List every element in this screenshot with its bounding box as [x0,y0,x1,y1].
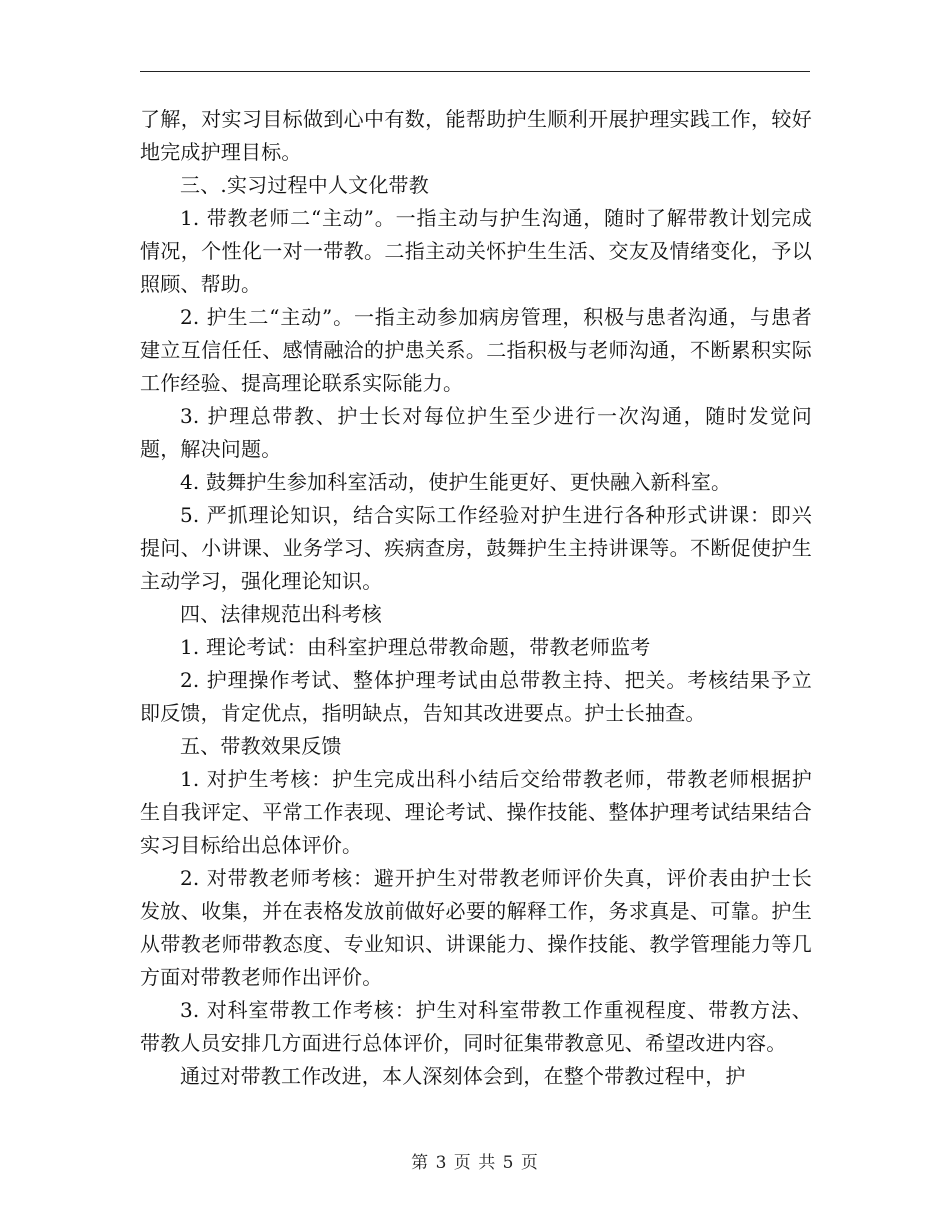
paragraph-item-3-3: 3. 护理总带教、护士长对每位护生至少进行一次沟通，随时发觉问题，解决问题。 [140,404,812,461]
section-heading-4: 四、法律规范出科考核 [180,602,382,626]
document-body [140,103,812,1093]
paragraph-item-5-3: 3. 对科室带教工作考核：护生对科室带教工作重视程度、带教方法、带教人员安排几方面进行总体评价，同时征集带教意见、希望改进内容。 [140,998,812,1055]
paragraph-item-4-2: 2. 护理操作考试、整体护理考试由总带教主持、把关。考核结果予立即反馈，肯定优点，指明缺点，告知其改进要点。护士长抽查。 [140,668,812,725]
header-rule [140,71,810,72]
section-heading-5: 五、带教效果反馈 [180,734,342,758]
paragraph-item-4-1: 1. 理论考试：由科室护理总带教命题，带教老师监考 [180,635,651,659]
paragraph-item-3-5: 5. 严抓理论知识，结合实际工作经验对护生进行各种形式讲课：即兴提问、小讲课、业务学习、疾病查房，鼓舞护生主持讲课等。不断促使护生主动学习，强化理论知识。 [140,503,812,593]
page-number-footer: 第 3 页 共 5 页 [411,1153,539,1173]
paragraph-item-3-2: 2. 护生二“主动”。一指主动参加病房管理，积极与患者沟通，与患者建立互信任任、感情融洽的护患关系。二指积极与老师沟通，不断累积实际工作经验、提高理论联系实际能力。 [140,305,812,395]
paragraph-item-5-1: 1. 对护生考核：护生完成出科小结后交给带教老师，带教老师根据护生自我评定、平常工作表现、理论考试、操作技能、整体护理考试结果结合实习目标给出总体评价。 [140,767,812,857]
paragraph-item-3-4: 4. 鼓舞护生参加科室活动，使护生能更好、更快融入新科室。 [180,470,732,494]
paragraph-item-3-1: 1. 带教老师二“主动”。一指主动与护生沟通，随时了解带教计划完成情况，个性化一对一带教。二指主动关怀护生生活、交友及情绪变化，予以照顾、帮助。 [140,206,812,296]
paragraph-conclusion: 通过对带教工作改进，本人深刻体会到，在整个带教过程中，护 [180,1064,746,1088]
section-heading-3: 三、.实习过程中人文化带教 [180,173,429,197]
paragraph-continuation: 了解，对实习目标做到心中有数，能帮助护生顺利开展护理实践工作，较好地完成护理目标。 [140,107,812,164]
paragraph-item-5-2: 2. 对带教老师考核：避开护生对带教老师评价失真，评价表由护士长发放、收集，并在表格发放前做好必要的解释工作，务求真是、可靠。护生从带教老师带教态度、专业知识、讲课能力、操作技能、教学管理能力等几方面对带教老师作出评价。 [140,866,812,989]
